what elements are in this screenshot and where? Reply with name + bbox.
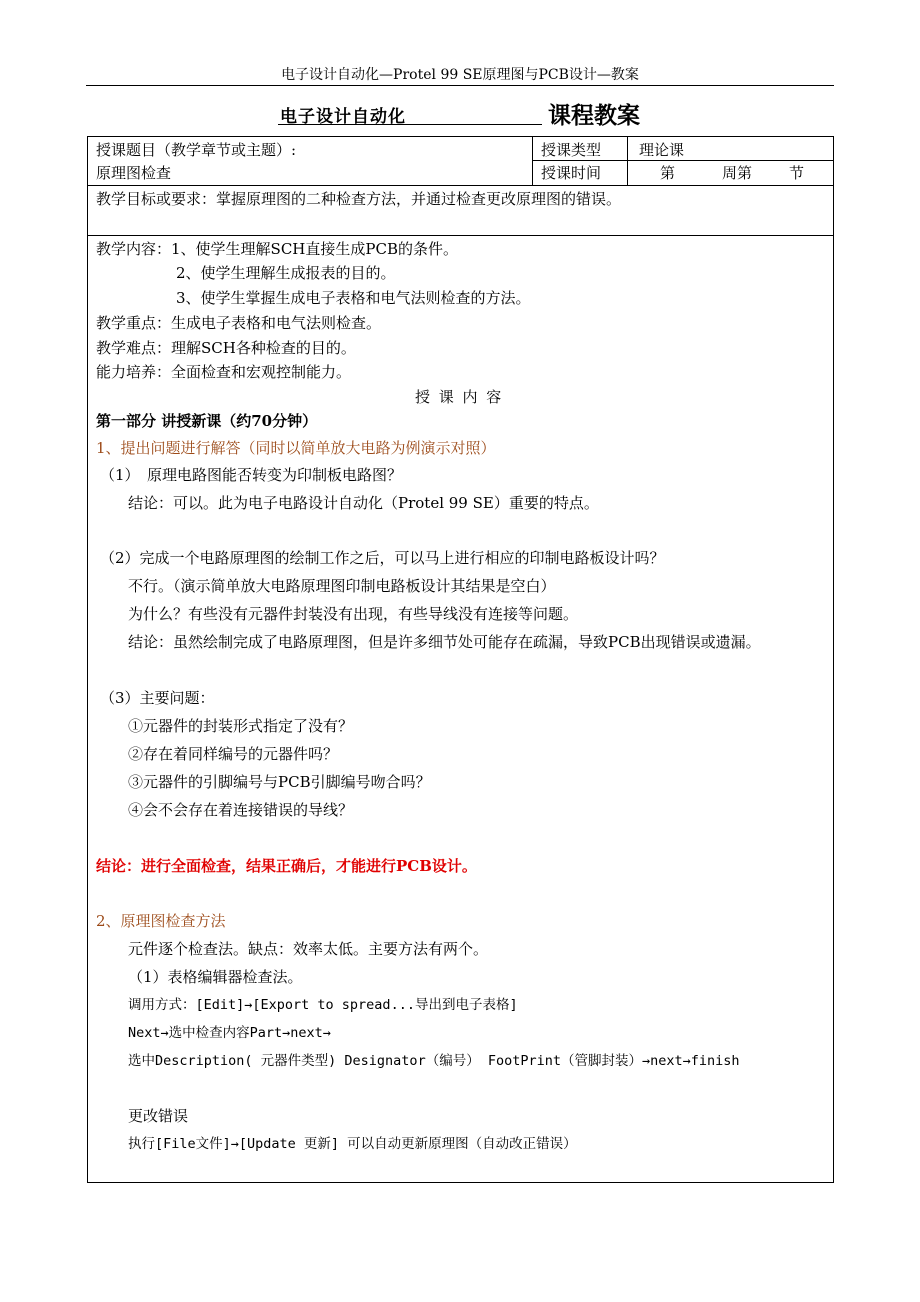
conclusion: 结论：进行全面检查，结果正确后，才能进行PCB设计。 — [96, 857, 477, 875]
call-way: 调用方式：[Edit]→[Export to spread...导出到电子表格] — [128, 997, 518, 1013]
issue-item-4: ④会不会存在着连接错误的导线？ — [128, 801, 354, 819]
course-title: 电子设计自动化 — [280, 107, 406, 127]
question-2-line-1: 不行。（演示简单放大电路原理图印制电路板设计其结果是空白） — [128, 577, 556, 595]
contents-item-1: 教学内容：1、使学生理解SCH直接生成PCB的条件。 — [96, 240, 458, 258]
step-1: Next→选中检查内容Part→next→ — [128, 1025, 331, 1041]
page-header: 电子设计自动化—Protel 99 SE原理图与PCB设计—教案 — [281, 67, 639, 83]
question-1-answer: 结论：可以。此为电子电路设计自动化（Protel 99 SE）重要的特点。 — [128, 494, 599, 512]
issue-item-2: ②存在着同样编号的元器件吗？ — [128, 745, 339, 763]
part1-title: 第一部分 讲授新课（约70分钟） — [96, 412, 318, 430]
table-col-divider — [627, 136, 628, 185]
contents-item-2: 2、使学生理解生成报表的目的。 — [176, 264, 396, 282]
fix-title: 更改错误 — [128, 1107, 189, 1125]
question-2-line-2: 为什么？有些没有元器件封装没有出现，有些导线没有连接等问题。 — [128, 605, 579, 623]
section-heading: 授 课 内 容 — [415, 388, 504, 406]
question-1: （1） 原理电路图能否转变为印制板电路图？ — [100, 466, 403, 484]
type-label: 授课类型 — [541, 141, 602, 159]
contents-item-3: 3、使学生掌握生成电子表格和电气法则检查的方法。 — [176, 289, 531, 307]
question-2: （2）完成一个电路原理图的绘制工作之后，可以马上进行相应的印制电路板设计吗？ — [100, 549, 665, 567]
time-value-week: 周第 — [722, 164, 753, 182]
question-3: （3）主要问题： — [100, 689, 215, 707]
topic-label: 授课题目（教学章节或主题）: — [96, 141, 297, 159]
key-point: 教学重点：生成电子表格和电气法则检查。 — [96, 314, 382, 332]
table-col-divider — [532, 136, 533, 185]
method-intro: 元件逐个检查法。缺点：效率太低。主要方法有两个。 — [128, 940, 489, 958]
doc-type-title: 课程教案 — [548, 103, 640, 129]
table-row-divider — [87, 235, 834, 236]
question-2-line-3: 结论：虽然绘制完成了电路原理图，但是许多细节处可能存在疏漏，导致PCB出现错误或遗漏。 — [128, 633, 761, 651]
topic-value: 原理图检查 — [96, 164, 172, 182]
table-row-divider — [87, 185, 834, 186]
time-value-week-prefix: 第 — [660, 164, 676, 182]
fix-step: 执行[File文件]→[Update 更新] 可以自动更新原理图（自动改正错误） — [128, 1136, 577, 1152]
issue-item-3: ③元器件的引脚编号与PCB引脚编号吻合吗？ — [128, 773, 431, 791]
heading-2: 2、原理图检查方法 — [96, 912, 226, 930]
issue-item-1: ①元器件的封装形式指定了没有？ — [128, 717, 354, 735]
header-rule — [86, 85, 834, 86]
course-title-underline — [278, 124, 542, 125]
table-row-divider — [532, 160, 834, 161]
time-label: 授课时间 — [541, 164, 602, 182]
type-value: 理论课 — [639, 141, 685, 159]
ability: 能力培养：全面检查和宏观控制能力。 — [96, 363, 352, 381]
heading-1: 1、提出问题进行解答（同时以简单放大电路为例演示对照） — [96, 439, 496, 457]
method-1: （1）表格编辑器检查法。 — [128, 968, 303, 986]
step-2: 选中Description( 元器件类型) Designator（编号） FootPrint（管脚封装）→next→finish — [128, 1053, 740, 1069]
difficulty: 教学难点：理解SCH各种检查的目的。 — [96, 339, 356, 357]
objective-text: 教学目标或要求：掌握原理图的二种检查方法，并通过检查更改原理图的错误。 — [96, 190, 622, 208]
time-value-section: 节 — [789, 164, 805, 182]
